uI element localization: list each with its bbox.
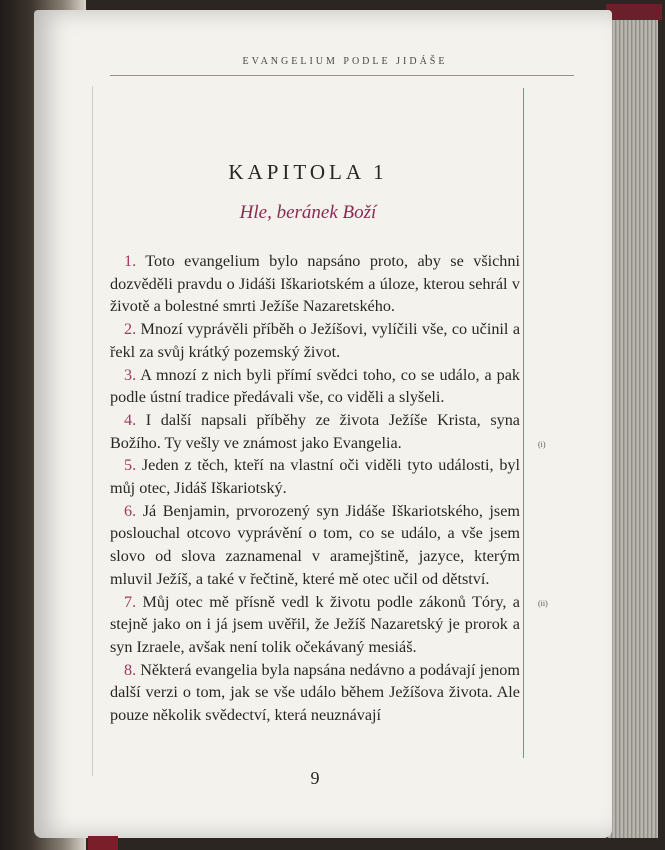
- verse-number: 8.: [124, 660, 137, 679]
- verse: [110, 454, 520, 499]
- verse-text: Některá evangelia byla napsána nedávno a podávají jenom další verzi o tom, jak se vše událo během Ježíšova života. Ale pouze několik svědectví, která neuznávají: [110, 660, 520, 725]
- chapter-body: [110, 250, 520, 727]
- verse: [110, 591, 520, 659]
- verse: [110, 659, 520, 727]
- verse: [110, 364, 520, 409]
- header-rule: [110, 75, 574, 76]
- verse-text: Toto evangelium bylo napsáno proto, aby se všichni dozvěděli pravdu o Jidáši Iškariotském a úloze, kterou sehrál v životě a bolestné smrti Ježíše Nazaretského.: [110, 252, 520, 316]
- book-cover-edge: [606, 4, 662, 20]
- margin-note: (ii): [538, 599, 548, 608]
- verse-number: 2.: [124, 320, 137, 339]
- verse: [110, 318, 520, 363]
- chapter-title: KAPITOLA 1: [228, 160, 388, 184]
- verse-text: Mnozí vyprávěli příběh o Ježíšovi, vylíčili vše, co učinil a řekl za svůj krátký pozemský život.: [110, 320, 520, 361]
- verse-number: 6.: [124, 501, 137, 520]
- verse-text: I další napsali příběhy ze života Ježíše Krista, syna Božího. Ty vešly ve známost jako Evangelia.: [110, 410, 520, 452]
- verse-number: 5.: [124, 456, 137, 475]
- page-edges: [608, 8, 658, 838]
- verse-number: 4.: [124, 410, 137, 429]
- gutter-rule: [92, 86, 93, 776]
- verse-text: Já Benjamin, prvorozený syn Jidáše Iškariotského, jsem poslouchal otcovo vyprávění o tom, co se událo, a vše jsem slovo od slova zaznamenal v aramejštině, jazyce, kterým mluvil Ježíš, a také v řečtině, které mě otec učil od dětství.: [110, 501, 520, 588]
- verse-text: Můj otec mě přísně vedl k životu podle zákonů Tóry, a stejně jako on i já jsem uvěřil, že Ježíš Nazaretský je prorok a syn Izraele, avšak není tolik očekávaný mesiáš.: [110, 592, 520, 656]
- verse-number: 7.: [124, 592, 137, 611]
- page-number: 9: [310, 768, 320, 788]
- verse: [110, 250, 520, 318]
- verse-number: 1.: [124, 252, 137, 270]
- running-header: EVANGELIUM PODLE JIDÁŠE: [242, 56, 448, 67]
- verse-text: A mnozí z nich byli přímí svědci toho, co se událo, a pak podle ústní tradice předávali vše, co viděli a slyšeli.: [110, 365, 521, 407]
- margin-rule: [523, 88, 524, 758]
- chapter-subtitle: Hle, beránek Boží: [239, 202, 377, 223]
- bookmark-ribbon: [88, 836, 118, 850]
- margin-note: (i): [538, 440, 546, 449]
- verse-number: 3.: [124, 365, 137, 384]
- verse: [110, 500, 520, 591]
- verse: [110, 409, 520, 454]
- verse-text: Jeden z těch, kteří na vlastní oči viděli tyto události, byl můj otec, Jidáš Iškariotský.: [110, 456, 521, 498]
